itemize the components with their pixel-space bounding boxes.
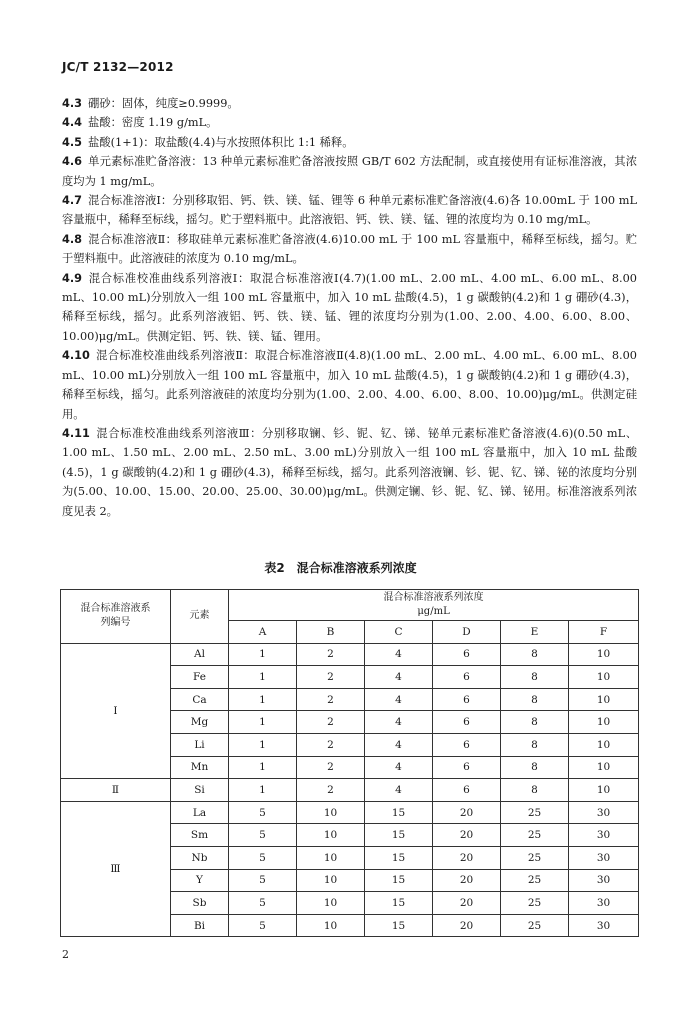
value-cell: 5 [229, 824, 297, 847]
value-cell: 8 [501, 666, 569, 689]
concentration-table [60, 589, 639, 937]
value-cell: 20 [433, 892, 501, 915]
clause-number: 4.3 [62, 97, 83, 110]
element-cell: La [171, 801, 229, 824]
element-cell: Mg [171, 711, 229, 734]
value-cell: 2 [297, 666, 365, 689]
clause-number: 4.11 [62, 426, 90, 440]
value-cell: 5 [229, 846, 297, 869]
table-row [61, 779, 639, 802]
clause-number: 4.4 [62, 116, 83, 130]
document-body [62, 94, 637, 521]
element-cell: Sm [171, 824, 229, 847]
value-cell: 4 [365, 666, 433, 689]
value-cell: 8 [501, 711, 569, 734]
value-cell: 1 [229, 756, 297, 779]
series-cell: Ⅱ [61, 779, 171, 802]
value-cell: 5 [229, 869, 297, 892]
value-cell: 8 [501, 779, 569, 802]
value-cell: 8 [501, 756, 569, 779]
element-cell: Sb [171, 892, 229, 915]
clause-text: 硼砂：固体，纯度≥0.9999。 [88, 97, 239, 110]
value-cell: 1 [229, 666, 297, 689]
value-cell: 10 [569, 643, 639, 666]
clause-4-9 [62, 269, 637, 347]
value-cell: 2 [297, 756, 365, 779]
value-cell: 25 [501, 824, 569, 847]
value-cell: 10 [569, 733, 639, 756]
value-cell: 15 [365, 892, 433, 915]
value-cell: 20 [433, 846, 501, 869]
value-cell: 4 [365, 643, 433, 666]
value-cell: 6 [433, 779, 501, 802]
clause-text: 混合标准溶液Ⅱ：移取硅单元素标准贮备溶液(4.6)10.00 mL 于 100 mL 容量瓶中，稀释至标线，摇匀。贮于塑料瓶中。此溶液硅的浓度为 0.10 mg/mL。 [62, 232, 637, 266]
clause-number: 4.5 [62, 135, 83, 149]
value-cell: 10 [297, 914, 365, 937]
value-cell: 10 [569, 711, 639, 734]
value-cell: 10 [297, 869, 365, 892]
level-header: C [365, 621, 433, 644]
table-body [61, 643, 639, 937]
value-cell: 4 [365, 711, 433, 734]
value-cell: 2 [297, 711, 365, 734]
clause-number: 4.8 [62, 232, 83, 246]
value-cell: 15 [365, 824, 433, 847]
standard-number: JC/T 2132—2012 [62, 60, 174, 74]
value-cell: 8 [501, 688, 569, 711]
value-cell: 30 [569, 914, 639, 937]
element-cell: Li [171, 733, 229, 756]
value-cell: 15 [365, 869, 433, 892]
value-cell: 10 [569, 756, 639, 779]
value-cell: 6 [433, 733, 501, 756]
level-header: D [433, 621, 501, 644]
value-cell: 30 [569, 869, 639, 892]
clause-4-3 [62, 94, 637, 113]
element-cell: Fe [171, 666, 229, 689]
value-cell: 30 [569, 801, 639, 824]
value-cell: 2 [297, 779, 365, 802]
value-cell: 1 [229, 711, 297, 734]
value-cell: 4 [365, 688, 433, 711]
value-cell: 4 [365, 779, 433, 802]
value-cell: 30 [569, 846, 639, 869]
value-cell: 6 [433, 711, 501, 734]
clause-4-8 [62, 230, 637, 269]
clause-4-7 [62, 191, 637, 230]
value-cell: 25 [501, 869, 569, 892]
value-cell: 25 [501, 801, 569, 824]
value-cell: 10 [569, 779, 639, 802]
value-cell: 15 [365, 914, 433, 937]
clause-text: 混合标准校准曲线系列溶液Ⅱ：取混合标准溶液Ⅱ(4.8)(1.00 mL、2.00 mL、4.00 mL、6.00 mL、8.00 mL、10.00 mL)分别放入一组 100 mL 容量瓶中，加入 10 mL 盐酸(4.5)，1 g 碳酸钠(4.2)和 1 g 硼砂(4.3)，稀释至标线，摇匀。此系列溶液硅的浓度均分别为(1.00、2.00、4.00、6.00、8.00、10.00)μg/mL。供测定硅用。 [62, 349, 637, 421]
value-cell: 6 [433, 666, 501, 689]
value-cell: 4 [365, 756, 433, 779]
value-cell: 2 [297, 643, 365, 666]
value-cell: 5 [229, 801, 297, 824]
value-cell: 20 [433, 824, 501, 847]
value-cell: 20 [433, 869, 501, 892]
element-cell: Al [171, 643, 229, 666]
value-cell: 5 [229, 892, 297, 915]
series-cell: Ⅰ [61, 643, 171, 779]
level-header: F [569, 621, 639, 644]
clause-text: 混合标准校准曲线系列溶液Ⅰ：取混合标准溶液Ⅰ(4.7)(1.00 mL、2.00 mL、4.00 mL、6.00 mL、8.00 mL、10.00 mL)分别放入一组 100 mL 容量瓶中，加入 10 mL 盐酸(4.5)，1 g 碳酸钠(4.2)和 1 g 硼砂(4.3)，稀释至标线，摇匀。此系列溶液铝、钙、铁、镁、锰、锂的浓度均分别为(1.00、2.00、4.00、6.00、8.00、10.00)μg/mL。供测定铝、钙、铁、镁、锰、锂用。 [62, 271, 637, 343]
value-cell: 10 [569, 688, 639, 711]
element-cell: Y [171, 869, 229, 892]
element-cell: Bi [171, 914, 229, 937]
value-cell: 10 [297, 846, 365, 869]
value-cell: 1 [229, 733, 297, 756]
value-cell: 1 [229, 688, 297, 711]
value-cell: 6 [433, 643, 501, 666]
value-cell: 25 [501, 892, 569, 915]
value-cell: 6 [433, 688, 501, 711]
series-cell: Ⅲ [61, 801, 171, 937]
value-cell: 4 [365, 733, 433, 756]
element-cell: Nb [171, 846, 229, 869]
value-cell: 15 [365, 846, 433, 869]
clause-number: 4.7 [62, 194, 83, 208]
element-cell: Si [171, 779, 229, 802]
clause-text: 混合标准溶液Ⅰ：分别移取铝、钙、铁、镁、锰、锂等 6 种单元素标准贮备溶液(4.6)各 10.00mL 于 100 mL 容量瓶中，稀释至标线，摇匀。贮于塑料瓶中。此溶液铝、钙、铁、镁、锰、锂的浓度均为 0.10 mg/mL。 [62, 194, 637, 227]
header-concentration-label: 混合标准溶液系列浓度 [383, 592, 484, 603]
clause-4-4 [62, 113, 637, 132]
clause-number: 4.10 [62, 349, 90, 363]
level-header: A [229, 621, 297, 644]
table-caption: 表2 混合标准溶液系列浓度 [264, 561, 417, 575]
value-cell: 8 [501, 643, 569, 666]
value-cell: 20 [433, 914, 501, 937]
header-element: 元素 [171, 590, 229, 644]
clause-4-5 [62, 133, 637, 152]
value-cell: 10 [569, 666, 639, 689]
clause-text: 盐酸：密度 1.19 g/mL。 [88, 116, 218, 130]
value-cell: 10 [297, 801, 365, 824]
table-row [61, 643, 639, 666]
value-cell: 15 [365, 801, 433, 824]
clause-number: 4.6 [62, 155, 83, 169]
value-cell: 8 [501, 733, 569, 756]
header-series-label: 混合标准溶液系列编号 [80, 603, 151, 629]
clause-4-11 [62, 424, 637, 521]
value-cell: 2 [297, 688, 365, 711]
value-cell: 25 [501, 914, 569, 937]
value-cell: 1 [229, 779, 297, 802]
value-cell: 10 [297, 824, 365, 847]
table-row [61, 801, 639, 824]
clause-4-6 [62, 152, 637, 191]
clause-text: 单元素标准贮备溶液：13 种单元素标准贮备溶液按照 GB/T 602 方法配制，或直接使用有证标准溶液，其浓度均为 1 mg/mL。 [62, 155, 637, 188]
header-concentration [229, 590, 639, 621]
clause-text: 混合标准校准曲线系列溶液Ⅲ：分别移取镧、钐、铌、钇、锑、铋单元素标准贮备溶液(4.6)(0.50 mL、1.00 mL、1.50 mL、2.00 mL、2.50 mL、3.00 mL)分别放入一组 100 mL 容量瓶中，加入 10 mL 盐酸(4.5)，1 g 碳酸钠(4.2)和 1 g 硼砂(4.3)，稀释至标线，摇匀。此系列溶液镧、钐、铌、钇、锑、铋的浓度均分别为(5.00、10.00、15.00、20.00、25.00、30.00)μg/mL。供测定镧、钐、铌、钇、锑、铋用。标准溶液系列浓度见表 2。 [62, 426, 637, 518]
value-cell: 10 [297, 892, 365, 915]
level-header: B [297, 621, 365, 644]
header-series [61, 590, 171, 644]
value-cell: 25 [501, 846, 569, 869]
value-cell: 1 [229, 643, 297, 666]
clause-number: 4.9 [62, 271, 83, 285]
page-number: 2 [62, 948, 69, 961]
element-cell: Mn [171, 756, 229, 779]
element-cell: Ca [171, 688, 229, 711]
value-cell: 30 [569, 892, 639, 915]
value-cell: 30 [569, 824, 639, 847]
value-cell: 6 [433, 756, 501, 779]
value-cell: 20 [433, 801, 501, 824]
clause-4-10 [62, 346, 637, 424]
value-cell: 2 [297, 733, 365, 756]
value-cell: 5 [229, 914, 297, 937]
level-header: E [501, 621, 569, 644]
header-unit: μg/mL [417, 606, 450, 617]
clause-text: 盐酸(1+1)：取盐酸(4.4)与水按照体积比 1:1 稀释。 [88, 135, 354, 149]
